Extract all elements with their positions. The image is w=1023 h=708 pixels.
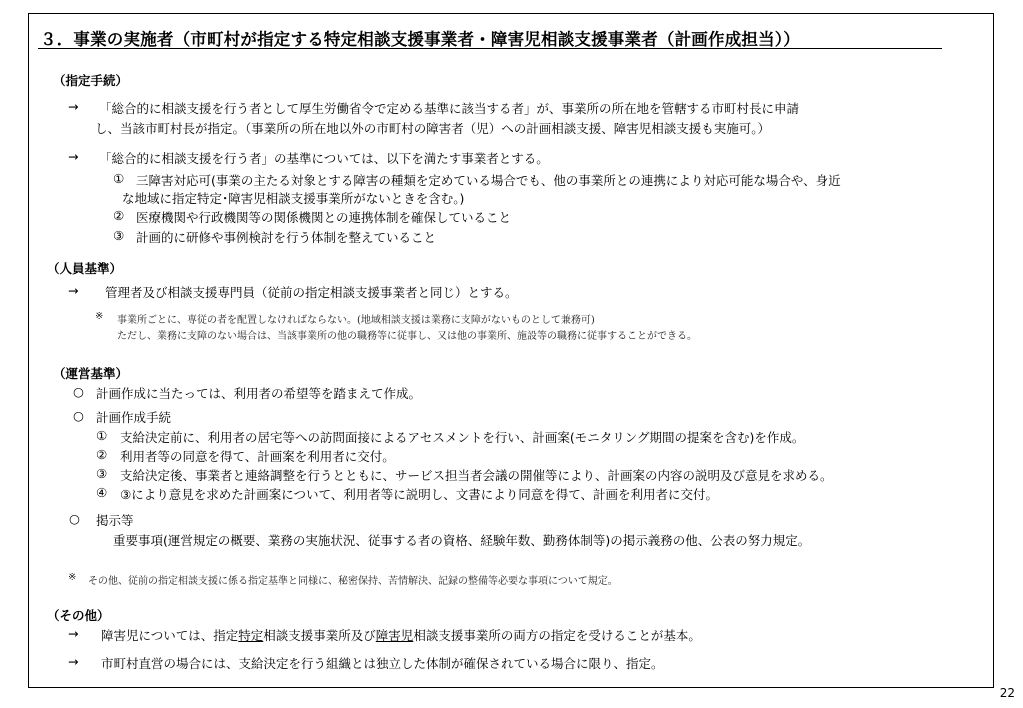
- staff-heading: （人員基準）: [47, 261, 123, 276]
- designation-arrow-2: →: [68, 149, 79, 164]
- other-text-2: 市町村直営の場合には、支給決定を行う組織とは独立した体制が確保されている場合に限り、指定。: [101, 656, 664, 671]
- title-underline: [38, 48, 942, 49]
- step-num-2: ②: [96, 447, 108, 462]
- designation-arrow-1: →: [68, 99, 79, 114]
- designation-text-1a: 「総合的に相談支援を行う者として厚生労働省令で定める基準に該当する者」が、事業所の所在地を管轄する市町村長に申請: [99, 101, 800, 116]
- other-text-1-part-3: 相談支援事業所の両方の指定を受けることが基本。: [413, 628, 701, 643]
- operation-note: その他、従前の指定相談支援に係る指定基準と同様に、秘密保持、苦情解決、記録の整備等必要な事項について規定。: [88, 576, 618, 587]
- posting-text: 重要事項(運営規定の概要、業務の実施状況、従事する者の資格、経験年数、勤務体制等)の掲示義務の他、公表の努力規定。: [113, 533, 811, 548]
- step-text-4: ③により意見を求めた計画案について、利用者等に説明し、文書により同意を得て、計画を利用者に交付。: [120, 487, 718, 502]
- criteria-text-1a: 三障害対応可(事業の主たる対象とする障害の種類を定めている場合でも、他の事業所との連携により対応可能な場合や、身近: [136, 173, 841, 188]
- other-arrow-1: →: [68, 626, 79, 641]
- operation-heading: （運営基準）: [53, 366, 129, 381]
- operation-text-3: 掲示等: [96, 513, 134, 528]
- other-text-1-underline-1: 特定: [238, 628, 264, 643]
- other-heading: （その他）: [47, 608, 110, 623]
- operation-note-mark: ※: [68, 572, 77, 583]
- operation-text-2: 計画作成手続: [96, 410, 172, 425]
- designation-text-2: 「総合的に相談支援を行う者」の基準については、以下を満たす事業者とする。: [99, 151, 549, 166]
- criteria-text-1b: な地域に指定特定･障害児相談支援事業所がないときを含む。): [122, 191, 465, 206]
- step-num-1: ①: [96, 428, 108, 443]
- staff-arrow: →: [68, 283, 79, 298]
- other-text-1-part-2: 相談支援事業所及び: [263, 628, 376, 643]
- step-text-1: 支給決定前に、利用者の居宅等への訪問面接によるアセスメントを行い、計画案(モニタリング期間の提案を含む)を作成。: [120, 430, 805, 445]
- page-number: 22: [999, 686, 1015, 700]
- other-arrow-2: →: [68, 654, 79, 669]
- other-text-1-underline-2: 障害児: [375, 628, 414, 643]
- step-num-4: ④: [96, 485, 108, 500]
- designation-heading: （指定手続）: [53, 73, 129, 88]
- operation-circle-2: ○: [73, 408, 84, 423]
- step-text-2: 利用者等の同意を得て、計画案を利用者に交付。: [120, 449, 395, 464]
- other-text-1: [101, 626, 701, 644]
- operation-circle-1: ○: [73, 384, 84, 399]
- designation-text-1b: し、当該市町村長が指定。（事業所の所在地以外の市町村の障害者（児）への計画相談支援、障害児相談支援も実施可。）: [95, 121, 771, 136]
- criteria-text-3: 計画的に研修や事例検討を行う体制を整えていること: [136, 230, 437, 245]
- staff-text: 管理者及び相談支援専門員（従前の指定相談支援事業者と同じ）とする。: [105, 285, 518, 300]
- step-num-3: ③: [96, 466, 108, 481]
- staff-note-1: 事業所ごとに、専従の者を配置しなければならない。(地域相談支援は業務に支障がないものとして兼務可): [117, 315, 595, 326]
- criteria-num-3: ③: [113, 228, 125, 243]
- operation-circle-3: ○: [69, 511, 80, 526]
- operation-text-1: 計画作成に当たっては、利用者の希望等を踏まえて作成。: [96, 386, 422, 401]
- criteria-num-1: ①: [113, 171, 125, 186]
- criteria-text-2: 医療機関や行政機関等の関係機関との連携体制を確保していること: [136, 210, 512, 225]
- other-text-1-part-1: 障害児については、指定: [101, 628, 239, 643]
- criteria-num-2: ②: [113, 208, 125, 223]
- step-text-3: 支給決定後、事業者と連絡調整を行うとともに、サービス担当者会議の開催等により、計画案の内容の説明及び意見を求める。: [120, 468, 833, 483]
- staff-note-2: ただし、業務に支障のない場合は、当該事業所の他の職務等に従事し、又は他の事業所、施設等の職務に従事することができる。: [117, 331, 697, 342]
- page-title: ３．事業の実施者（市町村が指定する特定相談支援事業者・障害児相談支援事業者（計画作成担当））: [40, 30, 800, 49]
- staff-note-mark: ※: [95, 311, 104, 322]
